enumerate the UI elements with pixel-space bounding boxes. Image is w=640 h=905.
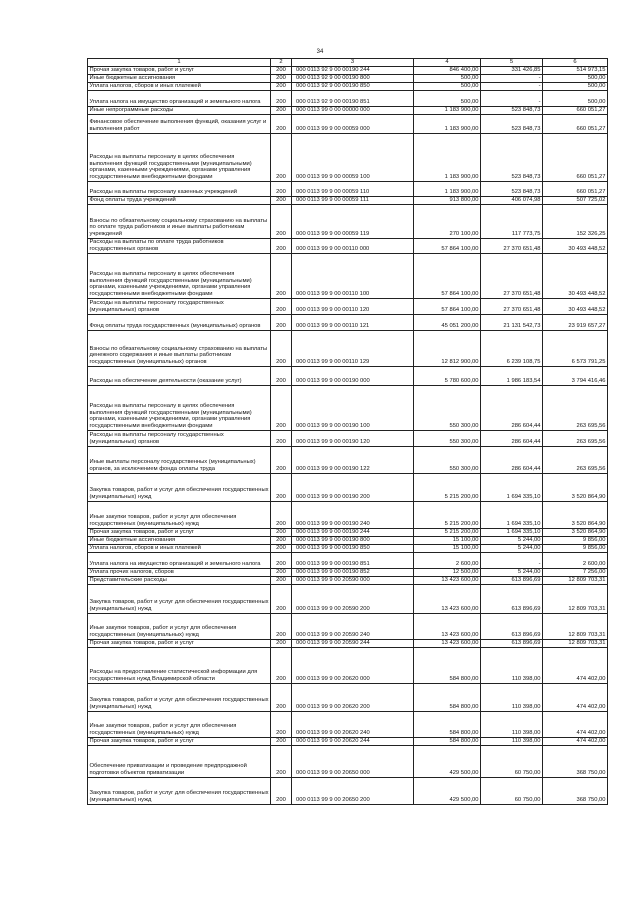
classification-code: 000 0113 99 9 00 20620 000 bbox=[292, 647, 414, 683]
header-col-2: 2 bbox=[271, 59, 292, 67]
expense-item-name: Прочая закупка товаров, работ и услуг bbox=[88, 737, 271, 745]
table-row bbox=[88, 576, 608, 584]
classification-code: 000 0113 99 9 00 20650 200 bbox=[292, 777, 414, 804]
expense-item-name: Уплата прочих налогов, сборов bbox=[88, 568, 271, 576]
executed-amount: 5 244,00 bbox=[481, 536, 543, 544]
line-code: 200 bbox=[271, 82, 292, 90]
classification-code: 000 0113 92 9 00 00190 851 bbox=[292, 90, 414, 106]
table-row bbox=[88, 66, 608, 74]
line-code: 200 bbox=[271, 544, 292, 552]
executed-amount: 613 896,69 bbox=[481, 639, 543, 647]
approved-amount: 12 812 900,00 bbox=[414, 330, 481, 366]
expense-item-name: Взносы по обязательному социальному страхованию на выплаты денежного содержания и иные выплаты работникам государственных (муниципальных) органов bbox=[88, 330, 271, 366]
line-code: 200 bbox=[271, 745, 292, 777]
approved-amount: 550 300,00 bbox=[414, 446, 481, 473]
unexecuted-amount: 474 402,00 bbox=[543, 737, 608, 745]
executed-amount: 1 694 335,10 bbox=[481, 501, 543, 528]
executed-amount: - bbox=[481, 552, 543, 568]
unexecuted-amount: 500,00 bbox=[543, 90, 608, 106]
executed-amount: 5 244,00 bbox=[481, 568, 543, 576]
executed-amount: 406 074,98 bbox=[481, 196, 543, 204]
executed-amount: 286 604,44 bbox=[481, 385, 543, 430]
expense-item-name: Обеспечение приватизации и проведение предпродажной подготовки объектов приватизации bbox=[88, 745, 271, 777]
expense-item-name: Иные закупки товаров, работ и услуг для обеспечения государственных (муниципальных) нужд bbox=[88, 711, 271, 737]
classification-code: 000 0113 99 9 00 20590 200 bbox=[292, 584, 414, 613]
unexecuted-amount: 12 809 703,31 bbox=[543, 576, 608, 584]
classification-code: 000 0113 99 9 00 20590 000 bbox=[292, 576, 414, 584]
table-row bbox=[88, 568, 608, 576]
executed-amount: 60 750,00 bbox=[481, 745, 543, 777]
expense-item-name: Фонд оплаты труда учреждений bbox=[88, 196, 271, 204]
classification-code: 000 0113 99 9 00 20620 244 bbox=[292, 737, 414, 745]
line-code: 200 bbox=[271, 366, 292, 385]
expense-item-name: Расходы на выплаты персоналу государственных (муниципальных) органов bbox=[88, 298, 271, 314]
expense-item-name: Закупка товаров, работ и услуг для обеспечения государственных (муниципальных) нужд bbox=[88, 777, 271, 804]
line-code: 200 bbox=[271, 737, 292, 745]
approved-amount: 13 423 600,00 bbox=[414, 584, 481, 613]
executed-amount: 613 896,69 bbox=[481, 584, 543, 613]
line-code: 200 bbox=[271, 298, 292, 314]
approved-amount: 5 215 200,00 bbox=[414, 528, 481, 536]
table-row bbox=[88, 90, 608, 106]
line-code: 200 bbox=[271, 196, 292, 204]
executed-amount: 331 426,85 bbox=[481, 66, 543, 74]
executed-amount: 523 848,73 bbox=[481, 133, 543, 181]
line-code: 200 bbox=[271, 683, 292, 711]
line-code: 200 bbox=[271, 133, 292, 181]
unexecuted-amount: 660 051,27 bbox=[543, 181, 608, 196]
approved-amount: 500,00 bbox=[414, 82, 481, 90]
executed-amount: 110 398,00 bbox=[481, 711, 543, 737]
table-row bbox=[88, 366, 608, 385]
approved-amount: 5 780 600,00 bbox=[414, 366, 481, 385]
approved-amount: 1 183 900,00 bbox=[414, 114, 481, 133]
approved-amount: 57 864 100,00 bbox=[414, 253, 481, 298]
approved-amount: 5 215 200,00 bbox=[414, 473, 481, 501]
unexecuted-amount: 263 695,56 bbox=[543, 430, 608, 446]
approved-amount: 57 864 100,00 bbox=[414, 238, 481, 253]
executed-amount: 27 370 651,48 bbox=[481, 298, 543, 314]
expense-item-name: Расходы на выплаты по оплате труда работников государственных органов bbox=[88, 238, 271, 253]
executed-amount: - bbox=[481, 90, 543, 106]
unexecuted-amount: 660 051,27 bbox=[543, 114, 608, 133]
table-row bbox=[88, 114, 608, 133]
unexecuted-amount: 500,00 bbox=[543, 74, 608, 82]
approved-amount: 13 423 600,00 bbox=[414, 576, 481, 584]
unexecuted-amount: 3 794 416,46 bbox=[543, 366, 608, 385]
expense-item-name: Уплата налога на имущество организаций и земельного налога bbox=[88, 90, 271, 106]
line-code: 200 bbox=[271, 711, 292, 737]
expense-item-name: Иные закупки товаров, работ и услуг для обеспечения государственных (муниципальных) нужд bbox=[88, 501, 271, 528]
executed-amount: 6 239 108,75 bbox=[481, 330, 543, 366]
executed-amount: 60 750,00 bbox=[481, 777, 543, 804]
approved-amount: 45 051 200,00 bbox=[414, 314, 481, 330]
unexecuted-amount: 263 695,56 bbox=[543, 385, 608, 430]
unexecuted-amount: 474 402,00 bbox=[543, 683, 608, 711]
header-col-1: 1 bbox=[88, 59, 271, 67]
approved-amount: 15 100,00 bbox=[414, 536, 481, 544]
unexecuted-amount: 660 051,27 bbox=[543, 106, 608, 114]
classification-code: 000 0113 99 9 00 00110 121 bbox=[292, 314, 414, 330]
table-row bbox=[88, 238, 608, 253]
classification-code: 000 0113 92 9 00 00190 244 bbox=[292, 66, 414, 74]
approved-amount: 429 500,00 bbox=[414, 777, 481, 804]
table-row bbox=[88, 639, 608, 647]
executed-amount: 613 896,69 bbox=[481, 576, 543, 584]
approved-amount: 584 800,00 bbox=[414, 711, 481, 737]
classification-code: 000 0113 99 9 00 00190 852 bbox=[292, 568, 414, 576]
expense-item-name: Фонд оплаты труда государственных (муниципальных) органов bbox=[88, 314, 271, 330]
table-row bbox=[88, 253, 608, 298]
line-code: 200 bbox=[271, 253, 292, 298]
table-header-row bbox=[88, 59, 608, 67]
executed-amount: 27 370 651,48 bbox=[481, 238, 543, 253]
line-code: 200 bbox=[271, 181, 292, 196]
approved-amount: 13 423 600,00 bbox=[414, 639, 481, 647]
classification-code: 000 0113 99 9 00 00110 129 bbox=[292, 330, 414, 366]
executed-amount: 27 370 651,48 bbox=[481, 253, 543, 298]
unexecuted-amount: 30 493 448,52 bbox=[543, 238, 608, 253]
table-row bbox=[88, 536, 608, 544]
table-row bbox=[88, 204, 608, 238]
classification-code: 000 0113 99 9 00 00110 100 bbox=[292, 253, 414, 298]
unexecuted-amount: 7 256,00 bbox=[543, 568, 608, 576]
classification-code: 000 0113 99 9 00 00190 850 bbox=[292, 544, 414, 552]
unexecuted-amount: 12 809 703,31 bbox=[543, 584, 608, 613]
approved-amount: 550 300,00 bbox=[414, 385, 481, 430]
line-code: 200 bbox=[271, 639, 292, 647]
executed-amount: 613 896,69 bbox=[481, 613, 543, 639]
line-code: 200 bbox=[271, 473, 292, 501]
table-row bbox=[88, 106, 608, 114]
approved-amount: 13 423 600,00 bbox=[414, 613, 481, 639]
classification-code: 000 0113 92 9 00 00190 800 bbox=[292, 74, 414, 82]
expense-item-name: Иные бюджетные ассигнования bbox=[88, 536, 271, 544]
approved-amount: 1 183 900,00 bbox=[414, 133, 481, 181]
classification-code: 000 0113 99 9 00 20620 200 bbox=[292, 683, 414, 711]
table-row bbox=[88, 385, 608, 430]
classification-code: 000 0113 99 9 00 00059 119 bbox=[292, 204, 414, 238]
unexecuted-amount: 500,00 bbox=[543, 82, 608, 90]
approved-amount: 15 100,00 bbox=[414, 544, 481, 552]
expense-item-name: Закупка товаров, работ и услуг для обеспечения государственных (муниципальных) нужд bbox=[88, 683, 271, 711]
table-row bbox=[88, 647, 608, 683]
approved-amount: 1 183 900,00 bbox=[414, 181, 481, 196]
executed-amount: - bbox=[481, 82, 543, 90]
classification-code: 000 0113 99 9 00 20650 000 bbox=[292, 745, 414, 777]
table-row bbox=[88, 196, 608, 204]
unexecuted-amount: 2 600,00 bbox=[543, 552, 608, 568]
expense-item-name: Финансовое обеспечение выполнения функций, оказания услуг и выполнения работ bbox=[88, 114, 271, 133]
unexecuted-amount: 6 573 791,25 bbox=[543, 330, 608, 366]
unexecuted-amount: 263 695,56 bbox=[543, 446, 608, 473]
executed-amount: 286 604,44 bbox=[481, 446, 543, 473]
table-row bbox=[88, 711, 608, 737]
line-code: 200 bbox=[271, 430, 292, 446]
table-row bbox=[88, 552, 608, 568]
table-row bbox=[88, 528, 608, 536]
line-code: 200 bbox=[271, 501, 292, 528]
approved-amount: 584 800,00 bbox=[414, 683, 481, 711]
expense-item-name: Уплата налогов, сборов и иных платежей bbox=[88, 544, 271, 552]
table-row bbox=[88, 737, 608, 745]
line-code: 200 bbox=[271, 114, 292, 133]
approved-amount: 500,00 bbox=[414, 90, 481, 106]
approved-amount: 584 800,00 bbox=[414, 647, 481, 683]
line-code: 200 bbox=[271, 552, 292, 568]
table-row bbox=[88, 446, 608, 473]
expense-item-name: Прочая закупка товаров, работ и услуг bbox=[88, 528, 271, 536]
page-number: 34 bbox=[316, 49, 324, 55]
executed-amount: 21 131 542,73 bbox=[481, 314, 543, 330]
line-code: 200 bbox=[271, 536, 292, 544]
classification-code: 000 0113 99 9 00 00190 000 bbox=[292, 366, 414, 385]
line-code: 200 bbox=[271, 204, 292, 238]
expense-item-name: Взносы по обязательному социальному страхованию на выплаты по оплате труда работников и иные выплаты работникам учреждений bbox=[88, 204, 271, 238]
line-code: 200 bbox=[271, 446, 292, 473]
unexecuted-amount: 474 402,00 bbox=[543, 711, 608, 737]
table-row bbox=[88, 133, 608, 181]
table-row bbox=[88, 473, 608, 501]
expense-item-name: Расходы на обеспечение деятельности (оказание услуг) bbox=[88, 366, 271, 385]
expense-item-name: Прочая закупка товаров, работ и услуг bbox=[88, 66, 271, 74]
classification-code: 000 0113 99 9 00 20590 244 bbox=[292, 639, 414, 647]
table-row bbox=[88, 544, 608, 552]
classification-code: 000 0113 99 9 00 00059 110 bbox=[292, 181, 414, 196]
unexecuted-amount: 23 919 657,27 bbox=[543, 314, 608, 330]
classification-code: 000 0113 99 9 00 00190 200 bbox=[292, 473, 414, 501]
approved-amount: 500,00 bbox=[414, 74, 481, 82]
executed-amount: 1 694 335,10 bbox=[481, 473, 543, 501]
line-code: 200 bbox=[271, 528, 292, 536]
executed-amount: 523 848,73 bbox=[481, 181, 543, 196]
classification-code: 000 0113 99 0 00 00000 000 bbox=[292, 106, 414, 114]
classification-code: 000 0113 99 9 00 00190 851 bbox=[292, 552, 414, 568]
classification-code: 000 0113 99 9 00 00059 100 bbox=[292, 133, 414, 181]
unexecuted-amount: 474 402,00 bbox=[543, 647, 608, 683]
expense-item-name: Иные непрограммные расходы bbox=[88, 106, 271, 114]
table-row bbox=[88, 314, 608, 330]
expense-item-name: Иные выплаты персоналу государственных (муниципальных) органов, за исключением фонда оплаты труда bbox=[88, 446, 271, 473]
unexecuted-amount: 30 493 448,52 bbox=[543, 298, 608, 314]
table-row bbox=[88, 430, 608, 446]
expense-item-name: Иные бюджетные ассигнования bbox=[88, 74, 271, 82]
unexecuted-amount: 507 725,02 bbox=[543, 196, 608, 204]
line-code: 200 bbox=[271, 613, 292, 639]
line-code: 200 bbox=[271, 584, 292, 613]
expense-item-name: Расходы на выплаты персоналу в целях обеспечения выполнения функций государственными (муниципальными) органами, казенными учреждениями, органами управления государственными внебюджетными фондами bbox=[88, 385, 271, 430]
expense-item-name: Уплата налога на имущество организаций и земельного налога bbox=[88, 552, 271, 568]
approved-amount: 1 183 900,00 bbox=[414, 106, 481, 114]
line-code: 200 bbox=[271, 66, 292, 74]
line-code: 200 bbox=[271, 576, 292, 584]
expense-item-name: Прочая закупка товаров, работ и услуг bbox=[88, 639, 271, 647]
unexecuted-amount: 3 520 864,90 bbox=[543, 528, 608, 536]
expense-item-name: Закупка товаров, работ и услуг для обеспечения государственных (муниципальных) нужд bbox=[88, 473, 271, 501]
table-row bbox=[88, 298, 608, 314]
table-row bbox=[88, 584, 608, 613]
classification-code: 000 0113 92 9 00 00190 850 bbox=[292, 82, 414, 90]
unexecuted-amount: 368 750,00 bbox=[543, 777, 608, 804]
approved-amount: 846 400,00 bbox=[414, 66, 481, 74]
classification-code: 000 0113 99 9 00 00190 100 bbox=[292, 385, 414, 430]
executed-amount: 117 773,75 bbox=[481, 204, 543, 238]
executed-amount: 523 848,73 bbox=[481, 106, 543, 114]
approved-amount: 5 215 200,00 bbox=[414, 501, 481, 528]
approved-amount: 584 800,00 bbox=[414, 737, 481, 745]
line-code: 200 bbox=[271, 90, 292, 106]
executed-amount: 110 398,00 bbox=[481, 737, 543, 745]
classification-code: 000 0113 99 9 00 00190 800 bbox=[292, 536, 414, 544]
executed-amount: 5 244,00 bbox=[481, 544, 543, 552]
line-code: 200 bbox=[271, 385, 292, 430]
classification-code: 000 0113 99 9 00 00190 122 bbox=[292, 446, 414, 473]
expense-item-name: Расходы на выплаты персоналу в целях обеспечения выполнения функций государственными (муниципальными) органами, казенными учреждениями, органами управления государственными внебюджетными фондами bbox=[88, 133, 271, 181]
unexecuted-amount: 660 051,27 bbox=[543, 133, 608, 181]
unexecuted-amount: 3 520 864,90 bbox=[543, 501, 608, 528]
table-row bbox=[88, 683, 608, 711]
header-col-4: 4 bbox=[414, 59, 481, 67]
unexecuted-amount: 368 750,00 bbox=[543, 745, 608, 777]
executed-amount: 286 604,44 bbox=[481, 430, 543, 446]
executed-amount: 523 848,73 bbox=[481, 114, 543, 133]
classification-code: 000 0113 99 9 00 20590 240 bbox=[292, 613, 414, 639]
unexecuted-amount: 30 493 448,52 bbox=[543, 253, 608, 298]
line-code: 200 bbox=[271, 314, 292, 330]
table-row bbox=[88, 82, 608, 90]
budget-execution-table bbox=[87, 58, 608, 805]
table-row bbox=[88, 777, 608, 804]
classification-code: 000 0113 99 9 00 00110 120 bbox=[292, 298, 414, 314]
classification-code: 000 0113 99 9 00 20620 240 bbox=[292, 711, 414, 737]
approved-amount: 12 500,00 bbox=[414, 568, 481, 576]
classification-code: 000 0113 99 9 00 00190 244 bbox=[292, 528, 414, 536]
approved-amount: 57 864 100,00 bbox=[414, 298, 481, 314]
approved-amount: 2 600,00 bbox=[414, 552, 481, 568]
table-row bbox=[88, 501, 608, 528]
line-code: 200 bbox=[271, 238, 292, 253]
executed-amount: 110 398,00 bbox=[481, 647, 543, 683]
unexecuted-amount: 9 856,00 bbox=[543, 536, 608, 544]
expense-item-name: Расходы на выплаты персоналу в целях обеспечения выполнения функций государственными (муниципальными) органами, казенными учреждениями, органами управления государственными внебюджетными фондами bbox=[88, 253, 271, 298]
unexecuted-amount: 152 326,25 bbox=[543, 204, 608, 238]
classification-code: 000 0113 99 9 00 00190 240 bbox=[292, 501, 414, 528]
expense-item-name: Закупка товаров, работ и услуг для обеспечения государственных (муниципальных) нужд bbox=[88, 584, 271, 613]
approved-amount: 429 500,00 bbox=[414, 745, 481, 777]
unexecuted-amount: 514 973,15 bbox=[543, 66, 608, 74]
line-code: 200 bbox=[271, 647, 292, 683]
classification-code: 000 0113 99 9 00 00110 000 bbox=[292, 238, 414, 253]
classification-code: 000 0113 99 9 00 00190 120 bbox=[292, 430, 414, 446]
unexecuted-amount: 9 856,00 bbox=[543, 544, 608, 552]
header-col-6: 6 bbox=[543, 59, 608, 67]
executed-amount: - bbox=[481, 74, 543, 82]
table-row bbox=[88, 74, 608, 82]
line-code: 200 bbox=[271, 568, 292, 576]
line-code: 200 bbox=[271, 106, 292, 114]
table-row bbox=[88, 181, 608, 196]
executed-amount: 110 398,00 bbox=[481, 683, 543, 711]
unexecuted-amount: 12 809 703,31 bbox=[543, 639, 608, 647]
expense-item-name: Расходы на выплаты персоналу казенных учреждений bbox=[88, 181, 271, 196]
expense-item-name: Расходы на предоставление статистической информации для государственных нужд Владимирской области bbox=[88, 647, 271, 683]
expense-item-name: Уплата налогов, сборов и иных платежей bbox=[88, 82, 271, 90]
expense-item-name: Представительские расходы bbox=[88, 576, 271, 584]
table-row bbox=[88, 613, 608, 639]
line-code: 200 bbox=[271, 74, 292, 82]
executed-amount: 1 986 183,54 bbox=[481, 366, 543, 385]
unexecuted-amount: 3 520 864,90 bbox=[543, 473, 608, 501]
table-row bbox=[88, 330, 608, 366]
approved-amount: 550 300,00 bbox=[414, 430, 481, 446]
executed-amount: 1 694 335,10 bbox=[481, 528, 543, 536]
approved-amount: 270 100,00 bbox=[414, 204, 481, 238]
expense-item-name: Расходы на выплаты персоналу государственных (муниципальных) органов bbox=[88, 430, 271, 446]
line-code: 200 bbox=[271, 777, 292, 804]
expense-item-name: Иные закупки товаров, работ и услуг для обеспечения государственных (муниципальных) нужд bbox=[88, 613, 271, 639]
classification-code: 000 0113 99 9 00 00059 111 bbox=[292, 196, 414, 204]
table-row bbox=[88, 745, 608, 777]
approved-amount: 913 800,00 bbox=[414, 196, 481, 204]
header-col-5: 5 bbox=[481, 59, 543, 67]
unexecuted-amount: 12 809 703,31 bbox=[543, 613, 608, 639]
header-col-3: 3 bbox=[292, 59, 414, 67]
classification-code: 000 0113 99 9 00 00059 000 bbox=[292, 114, 414, 133]
line-code: 200 bbox=[271, 330, 292, 366]
